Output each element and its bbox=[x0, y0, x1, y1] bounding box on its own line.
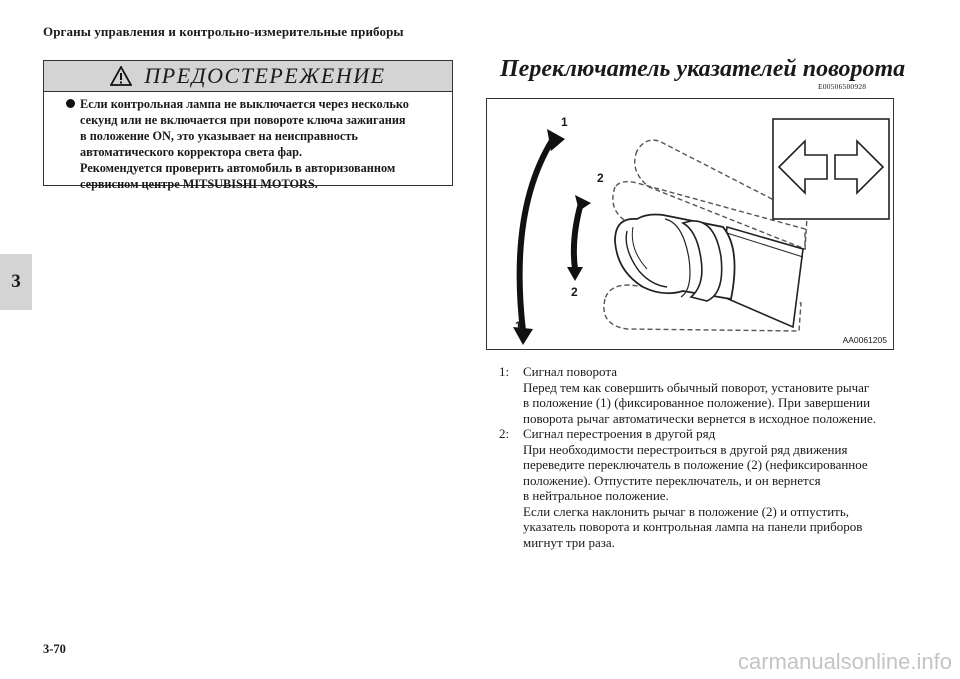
warning-title: ПРЕДОСТЕРЕЖЕНИЕ bbox=[144, 63, 386, 88]
warning-line: секунд или не включается при повороте ключа зажигания bbox=[80, 113, 406, 127]
description-line: Перед тем как совершить обычный поворот, установите рычаг bbox=[523, 379, 870, 395]
warning-triangle-icon bbox=[110, 66, 132, 86]
watermark[interactable]: carmanualsonline.info bbox=[737, 649, 952, 674]
callout-label: 2 bbox=[571, 285, 578, 299]
lever-illustration bbox=[487, 99, 893, 349]
arrow-large-up bbox=[520, 139, 553, 331]
warning-body bbox=[44, 92, 452, 192]
warning-line: автоматического корректора света фар. bbox=[80, 145, 303, 159]
page-number: 3-70 bbox=[43, 642, 66, 656]
description-line: Сигнал перестроения в другой ряд bbox=[523, 426, 716, 441]
running-header: Органы управления и контрольно-измерительные приборы bbox=[43, 24, 404, 39]
description-line: Сигнал поворота bbox=[523, 364, 617, 379]
descriptions bbox=[499, 364, 919, 550]
warning-header bbox=[44, 61, 452, 92]
figure-code: AA0061205 bbox=[842, 335, 887, 345]
callout-label: 1 bbox=[561, 115, 568, 129]
bullet-icon bbox=[66, 99, 75, 108]
arrow-small bbox=[574, 203, 581, 269]
description-line: поворота рычаг автоматически вернется в исходное положение. bbox=[523, 410, 876, 426]
callout-label: 2 bbox=[597, 171, 604, 185]
callout-label: 1 bbox=[515, 319, 522, 333]
description-number: 1: bbox=[499, 364, 510, 379]
warning-line: в положение ON, это указывает на неисправность bbox=[80, 129, 358, 143]
description-line: в нейтральное положение. bbox=[523, 488, 669, 503]
description-item bbox=[499, 426, 919, 550]
description-number: 2: bbox=[499, 426, 510, 441]
description-line: переведите переключатель в положение (2) (нефиксированное bbox=[523, 457, 868, 472]
section-code: E00506500928 bbox=[818, 82, 867, 91]
warning-line: Рекомендуется проверить автомобиль в авторизованном bbox=[80, 161, 396, 175]
chapter-tab: 3 bbox=[0, 254, 32, 310]
description-item bbox=[499, 364, 919, 426]
description-line: Если слегка наклонить рычаг в положение (2) и отпустить, bbox=[523, 503, 850, 519]
arrow-small-down-head bbox=[567, 267, 583, 281]
warning-box bbox=[43, 60, 453, 191]
description-line: При необходимости перестроиться в другой ряд движения bbox=[523, 441, 848, 457]
description-line: в положение (1) (фиксированное положение). При завершении bbox=[523, 395, 871, 410]
description-line: положение). Отпустите переключатель, и он вернется bbox=[523, 472, 821, 488]
description-line: указатель поворота и контрольная лампа на панели приборов bbox=[523, 519, 863, 534]
section-title: Переключатель указателей поворота bbox=[500, 56, 906, 82]
warning-line: сервисном центре MITSUBISHI MOTORS. bbox=[80, 177, 318, 191]
figure-turn-signal-lever bbox=[486, 98, 894, 350]
description-line: мигнут три раза. bbox=[523, 534, 615, 550]
warning-line: Если контрольная лампа не выключается через несколько bbox=[80, 97, 409, 111]
